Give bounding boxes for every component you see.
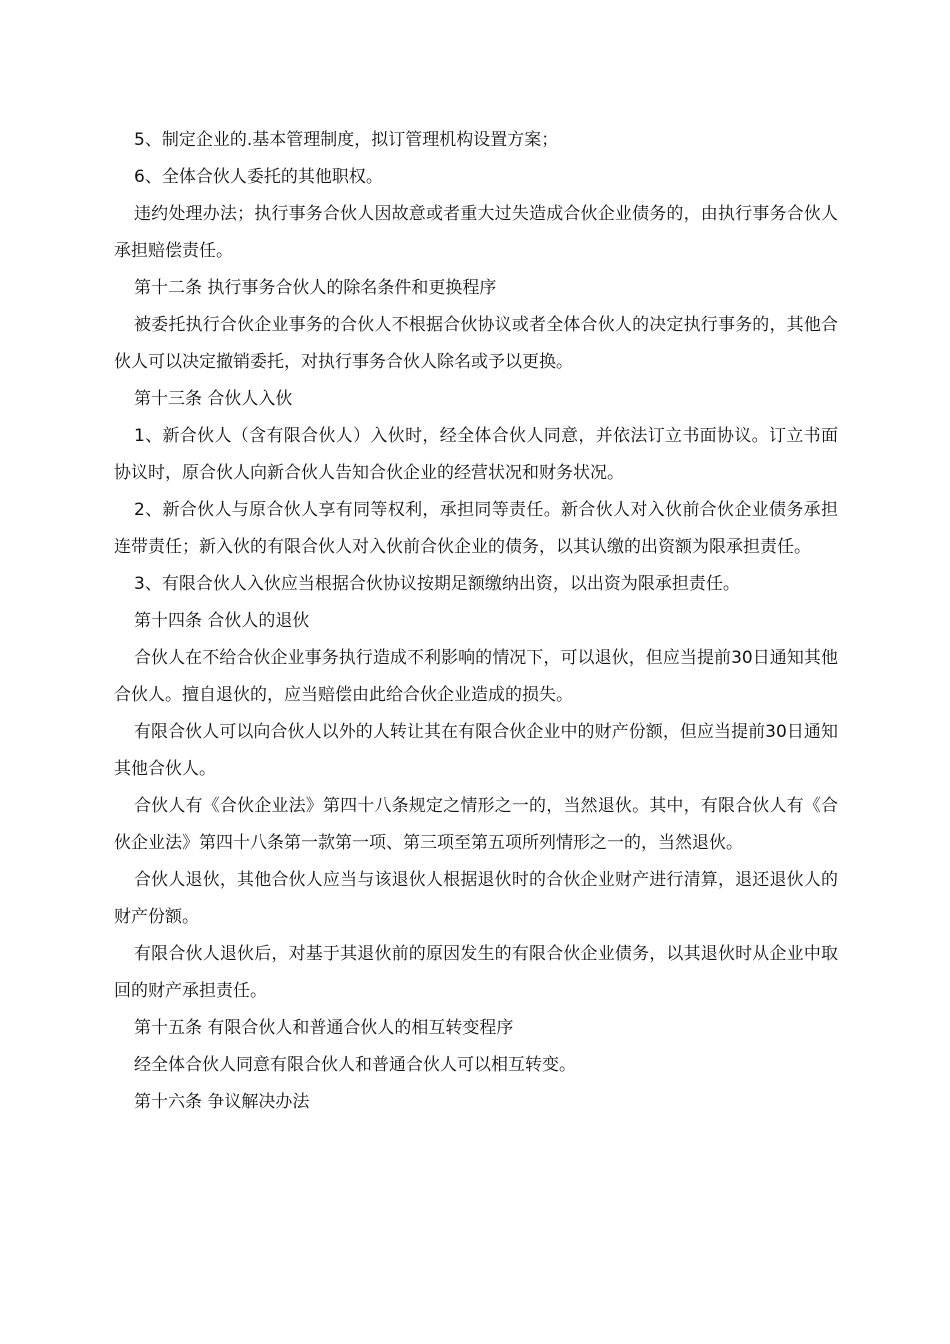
- article-13-item-1: 1、新合伙人（含有限合伙人）入伙时，经全体合伙人同意，并依法订立书面协议。订立书面协议时，原合伙人向新合伙人告知合伙企业的经营状况和财务状况。: [114, 426, 838, 483]
- article-14-para-5: 有限合伙人退伙后，对基于其退伙前的原因发生的有限合伙企业债务，以其退伙时从企业中取回的财产承担责任。: [114, 944, 838, 1001]
- list-item-5: 5、制定企业的.基本管理制度，拟订管理机构设置方案；: [134, 130, 559, 150]
- article-16-heading: 第十六条 争议解决办法: [134, 1092, 310, 1112]
- article-14-para-1: 合伙人在不给合伙企业事务执行造成不利影响的情况下，可以退伙，但应当提前30日通知其他合伙人。擅自退伙的，应当赔偿由此给合伙企业造成的损失。: [114, 648, 838, 705]
- document-body: [114, 122, 838, 1121]
- article-15-body: 经全体合伙人同意有限合伙人和普通合伙人可以相互转变。: [134, 1055, 576, 1075]
- article-13-item-2: 2、新合伙人与原合伙人享有同等权利，承担同等责任。新合伙人对入伙前合伙企业债务承担连带责任；新入伙的有限合伙人对入伙前合伙企业的债务，以其认缴的出资额为限承担责任。: [114, 500, 838, 557]
- article-13-heading: 第十三条 合伙人入伙: [134, 389, 293, 409]
- breach-handling-paragraph: 违约处理办法；执行事务合伙人因故意或者重大过失造成合伙企业债务的，由执行事务合伙人承担赔偿责任。: [114, 204, 838, 261]
- article-14-para-3: 合伙人有《合伙企业法》第四十八条规定之情形之一的，当然退伙。其中，有限合伙人有《合伙企业法》第四十八条第一款第一项、第三项至第五项所列情形之一的，当然退伙。: [114, 796, 838, 853]
- article-14-para-4: 合伙人退伙，其他合伙人应当与该退伙人根据退伙时的合伙企业财产进行清算，退还退伙人的财产份额。: [114, 870, 838, 927]
- article-13-item-3: 3、有限合伙人入伙应当根据合伙协议按期足额缴纳出资，以出资为限承担责任。: [134, 574, 740, 594]
- article-12-heading: 第十二条 执行事务合伙人的除名条件和更换程序: [134, 278, 497, 298]
- list-item-6: 6、全体合伙人委托的其他职权。: [134, 167, 383, 187]
- article-12-body: 被委托执行合伙企业事务的合伙人不根据合伙协议或者全体合伙人的决定执行事务的，其他合伙人可以决定撤销委托，对执行事务合伙人除名或予以更换。: [114, 315, 838, 372]
- article-14-para-2: 有限合伙人可以向合伙人以外的人转让其在有限合伙企业中的财产份额，但应当提前30日通知其他合伙人。: [114, 722, 838, 779]
- article-15-heading: 第十五条 有限合伙人和普通合伙人的相互转变程序: [134, 1018, 514, 1038]
- article-14-heading: 第十四条 合伙人的退伙: [134, 611, 310, 631]
